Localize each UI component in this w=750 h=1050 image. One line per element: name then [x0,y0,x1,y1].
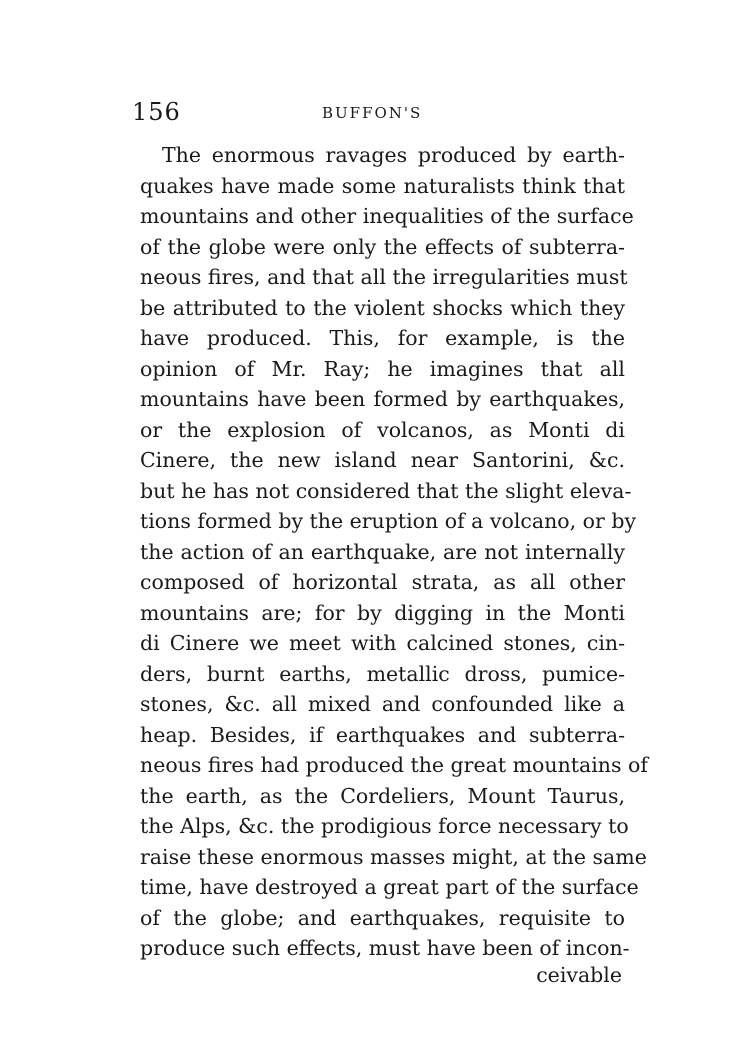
text-line: di Cinere we meet with calcined stones, cin- [140,631,625,655]
text-line: Cinere, the new island near Santorini, &c. [140,448,625,472]
text-line: ders, burnt earths, metallic dross, pumice- [140,661,625,686]
text-line: tions formed by the eruption of a volcano, or by [140,509,637,533]
running-head: BUFFON'S [322,104,423,122]
text-line: neous fires had produced the great mountains of [140,753,648,777]
text-line: mountains are; for by digging in the Monti [140,600,625,625]
text-line: raise these enormous masses might, at the same [140,844,647,869]
text-line: neous fires, and that all the irregularities must [140,265,628,289]
text-line: stones, &c. all mixed and confounded like a [140,692,625,716]
text-line: quakes have made some naturalists think that [140,173,625,198]
catchword: ceivable [536,963,622,987]
text-line: but he has not considered that the slight eleva- [140,478,632,503]
text-line: heap. Besides, if earthquakes and subterra- [140,722,625,747]
body-text [140,140,648,964]
text-line: mountains have been formed by earthquakes, [140,387,625,411]
page-number: 156 [132,98,181,126]
text-line: the action of an earthquake, are not internally [140,539,625,564]
text-line: time, have destroyed a great part of the surface [140,875,639,899]
text-line: or the explosion of volcanos, as Monti di [140,417,625,442]
text-line: The enormous ravages produced by earth- [162,143,625,167]
text-line: of the globe; and earthquakes, requisite to [140,905,625,930]
text-line: opinion of Mr. Ray; he imagines that all [140,356,625,381]
text-line: the Alps, &c. the prodigious force necessary to [140,814,629,838]
text-line: the earth, as the Cordeliers, Mount Taurus, [140,783,625,808]
text-line: be attributed to the violent shocks which they [140,295,625,320]
text-line: composed of horizontal strata, as all other [140,570,625,594]
text-line: produce such effects, must have been of incon- [140,936,630,960]
text-line: mountains and other inequalities of the surface [140,204,634,228]
text-line: of the globe were only the effects of subterra- [140,234,625,259]
text-line: have produced. This, for example, is the [140,326,625,350]
